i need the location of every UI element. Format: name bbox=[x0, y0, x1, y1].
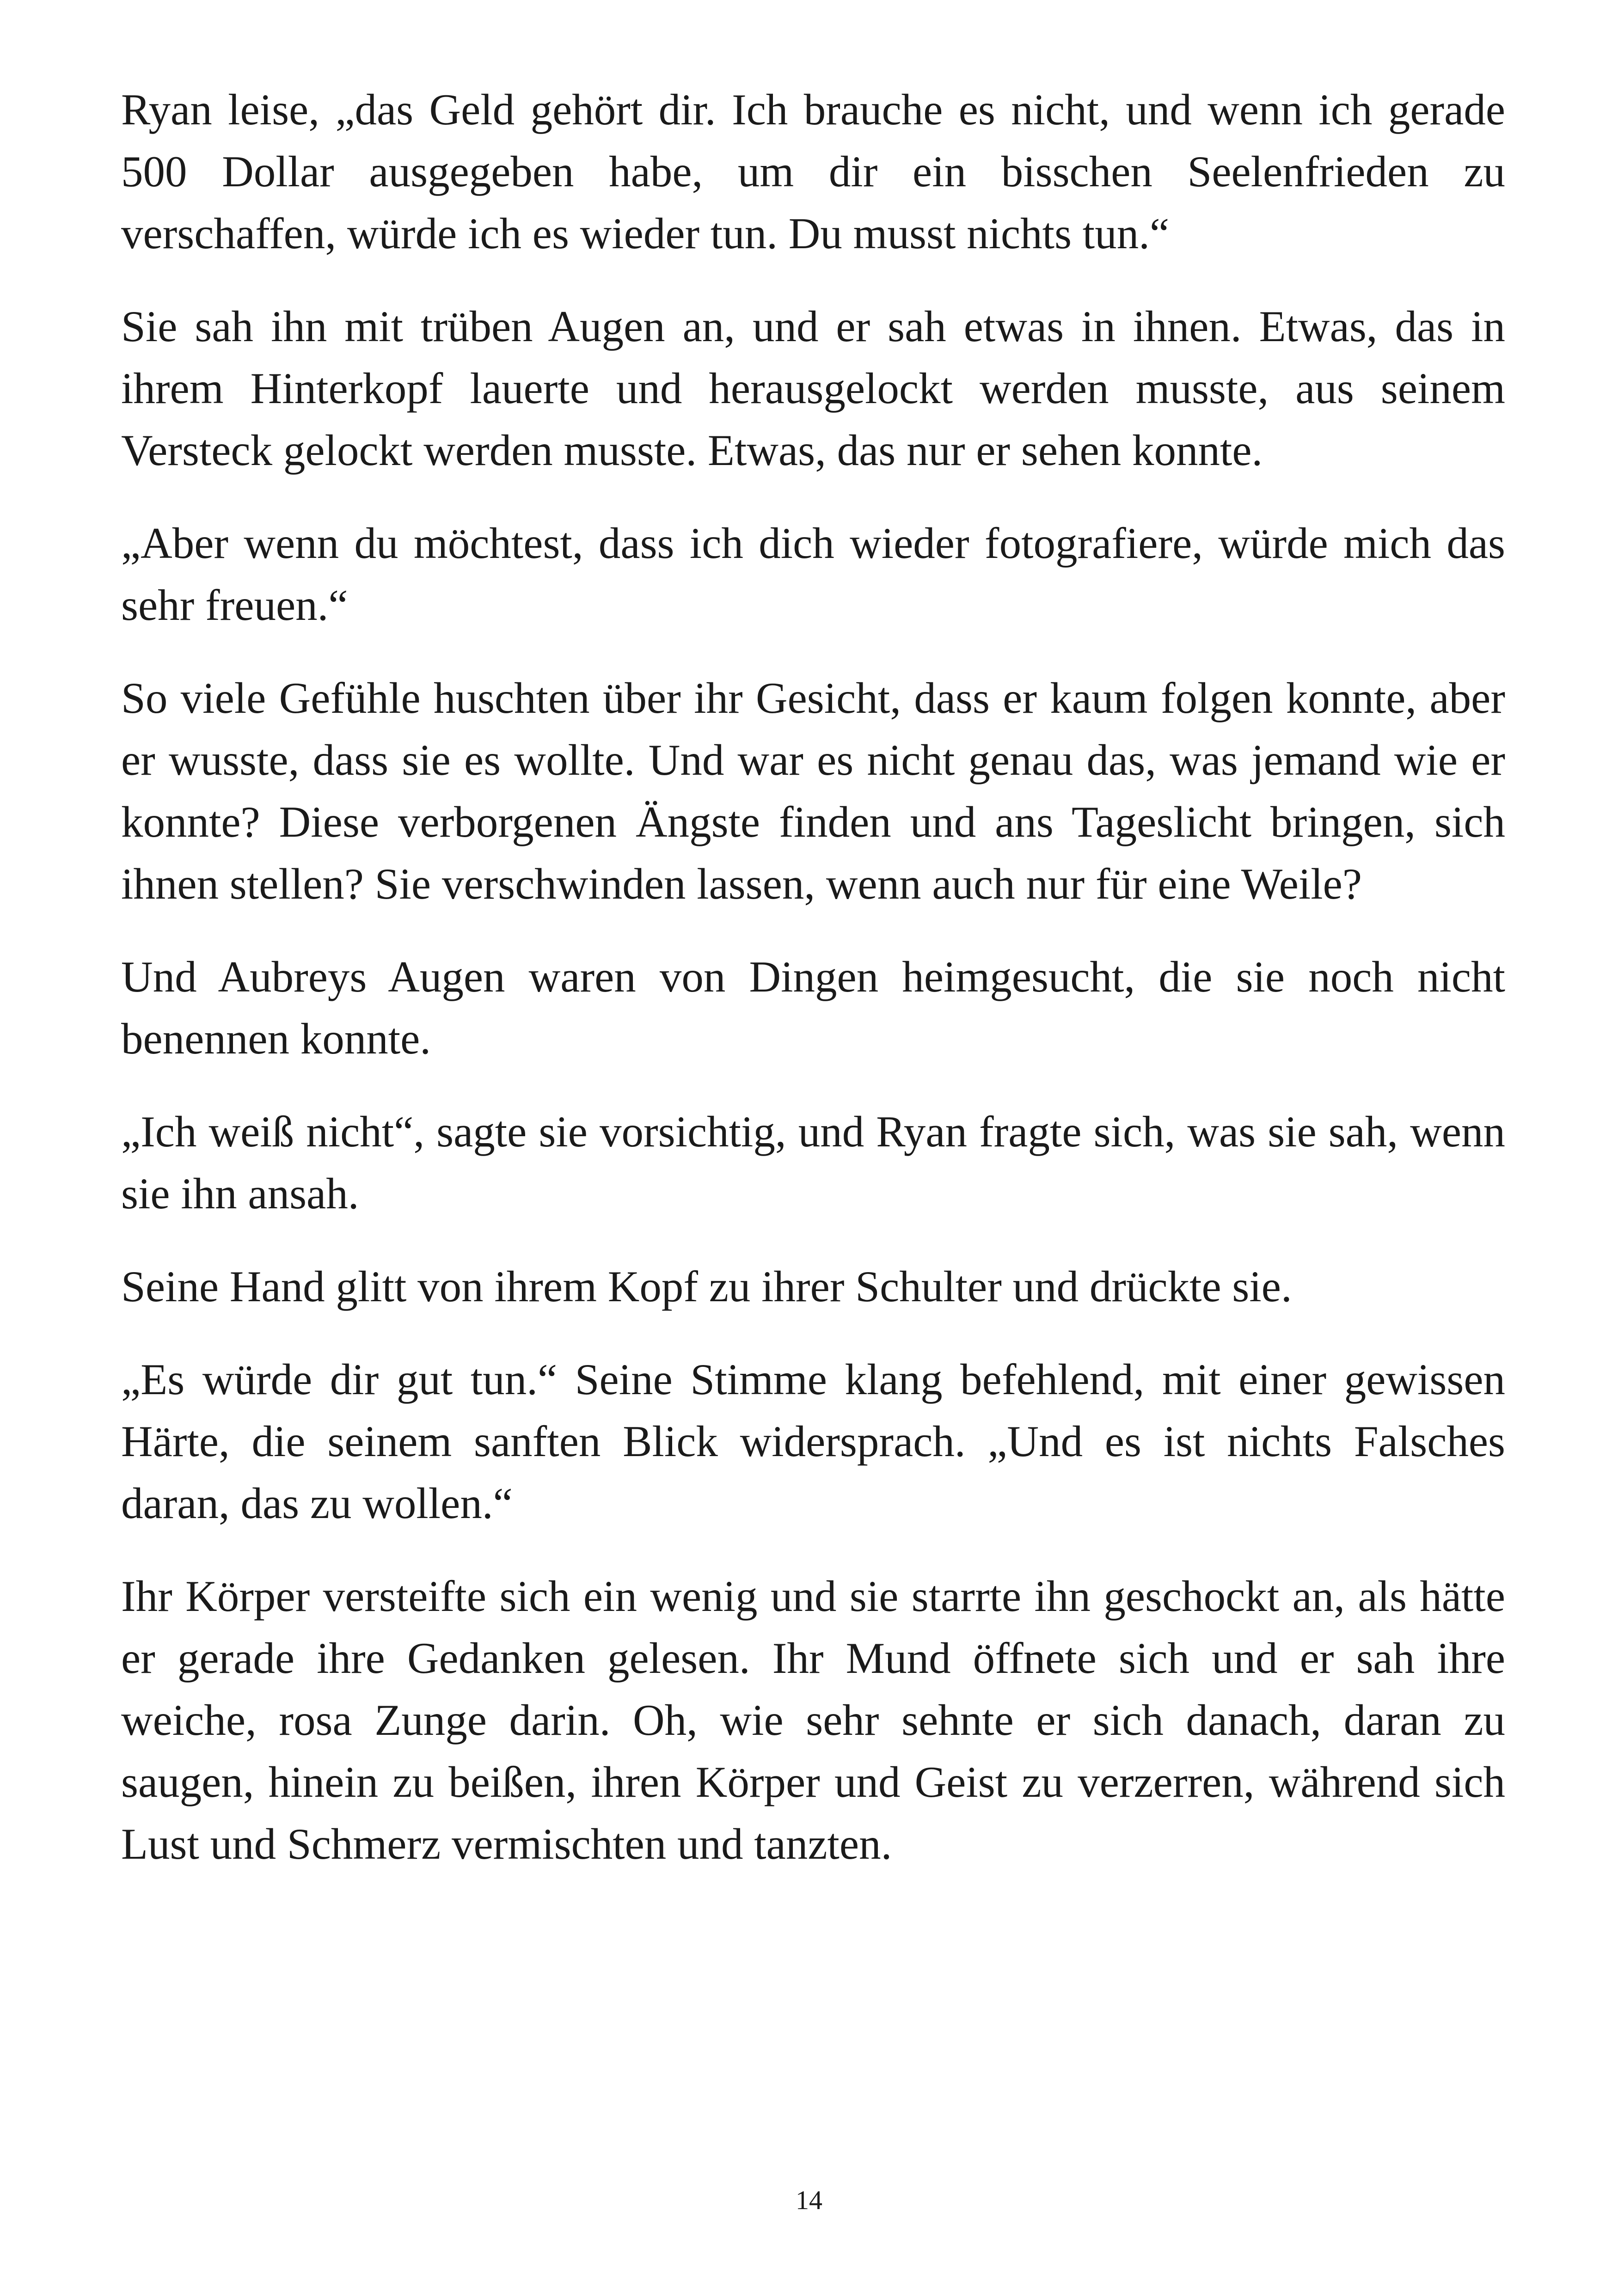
paragraph: „Ich weiß nicht“, sagte sie vorsichtig, und Ryan fragte sich, was sie sah, wenn sie ihn ansah. bbox=[121, 1107, 1505, 1218]
page-number: 14 bbox=[796, 2185, 822, 2215]
paragraph: Und Aubreys Augen waren von Dingen heimgesucht, die sie noch nicht benennen konnte. bbox=[121, 952, 1505, 1063]
paragraph: Ihr Körper versteifte sich ein wenig und sie starrte ihn geschockt an, als hätte er gerade ihre Gedanken gelesen. Ihr Mund öffnete sich und er sah ihre weiche, rosa Zunge darin. Oh, wie sehr sehnte er sich danach, daran zu saugen, hinein zu beißen, ihren Körper und Geist zu verzerren, während sich Lust und Schmerz vermischten und tanzten. bbox=[121, 1572, 1505, 1868]
paragraph: Sie sah ihn mit trüben Augen an, und er sah etwas in ihnen. Etwas, das in ihrem Hinterkopf lauerte und herausgelockt werden musste, aus seinem Versteck gelockt werden musste. Etwas, das nur er sehen konnte. bbox=[121, 302, 1505, 475]
paragraph: „Aber wenn du möchtest, dass ich dich wieder fotografiere, würde mich das sehr freuen.“ bbox=[121, 519, 1505, 630]
paragraph: „Es würde dir gut tun.“ Seine Stimme klang befehlend, mit einer gewissen Härte, die seinem sanften Blick widersprach. „Und es ist nichts Falsches daran, das zu wollen.“ bbox=[121, 1355, 1505, 1528]
paragraph: Seine Hand glitt von ihrem Kopf zu ihrer Schulter und drückte sie. bbox=[121, 1262, 1292, 1311]
paragraph: Ryan leise, „das Geld gehört dir. Ich brauche es nicht, und wenn ich gerade 500 Dollar ausgegeben habe, um dir ein bisschen Seelenfrieden zu verschaffen, würde ich es wieder tun. Du musst nichts tun.“ bbox=[121, 85, 1505, 258]
page-body bbox=[121, 79, 1505, 1906]
paragraph: So viele Gefühle huschten über ihr Gesicht, dass er kaum folgen konnte, aber er wusste, dass sie es wollte. Und war es nicht genau das, was jemand wie er konnte? Diese verborgenen Ängste finden und ans Tageslicht bringen, sich ihnen stellen? Sie verschwinden lassen, wenn auch nur für eine Weile? bbox=[121, 673, 1505, 908]
